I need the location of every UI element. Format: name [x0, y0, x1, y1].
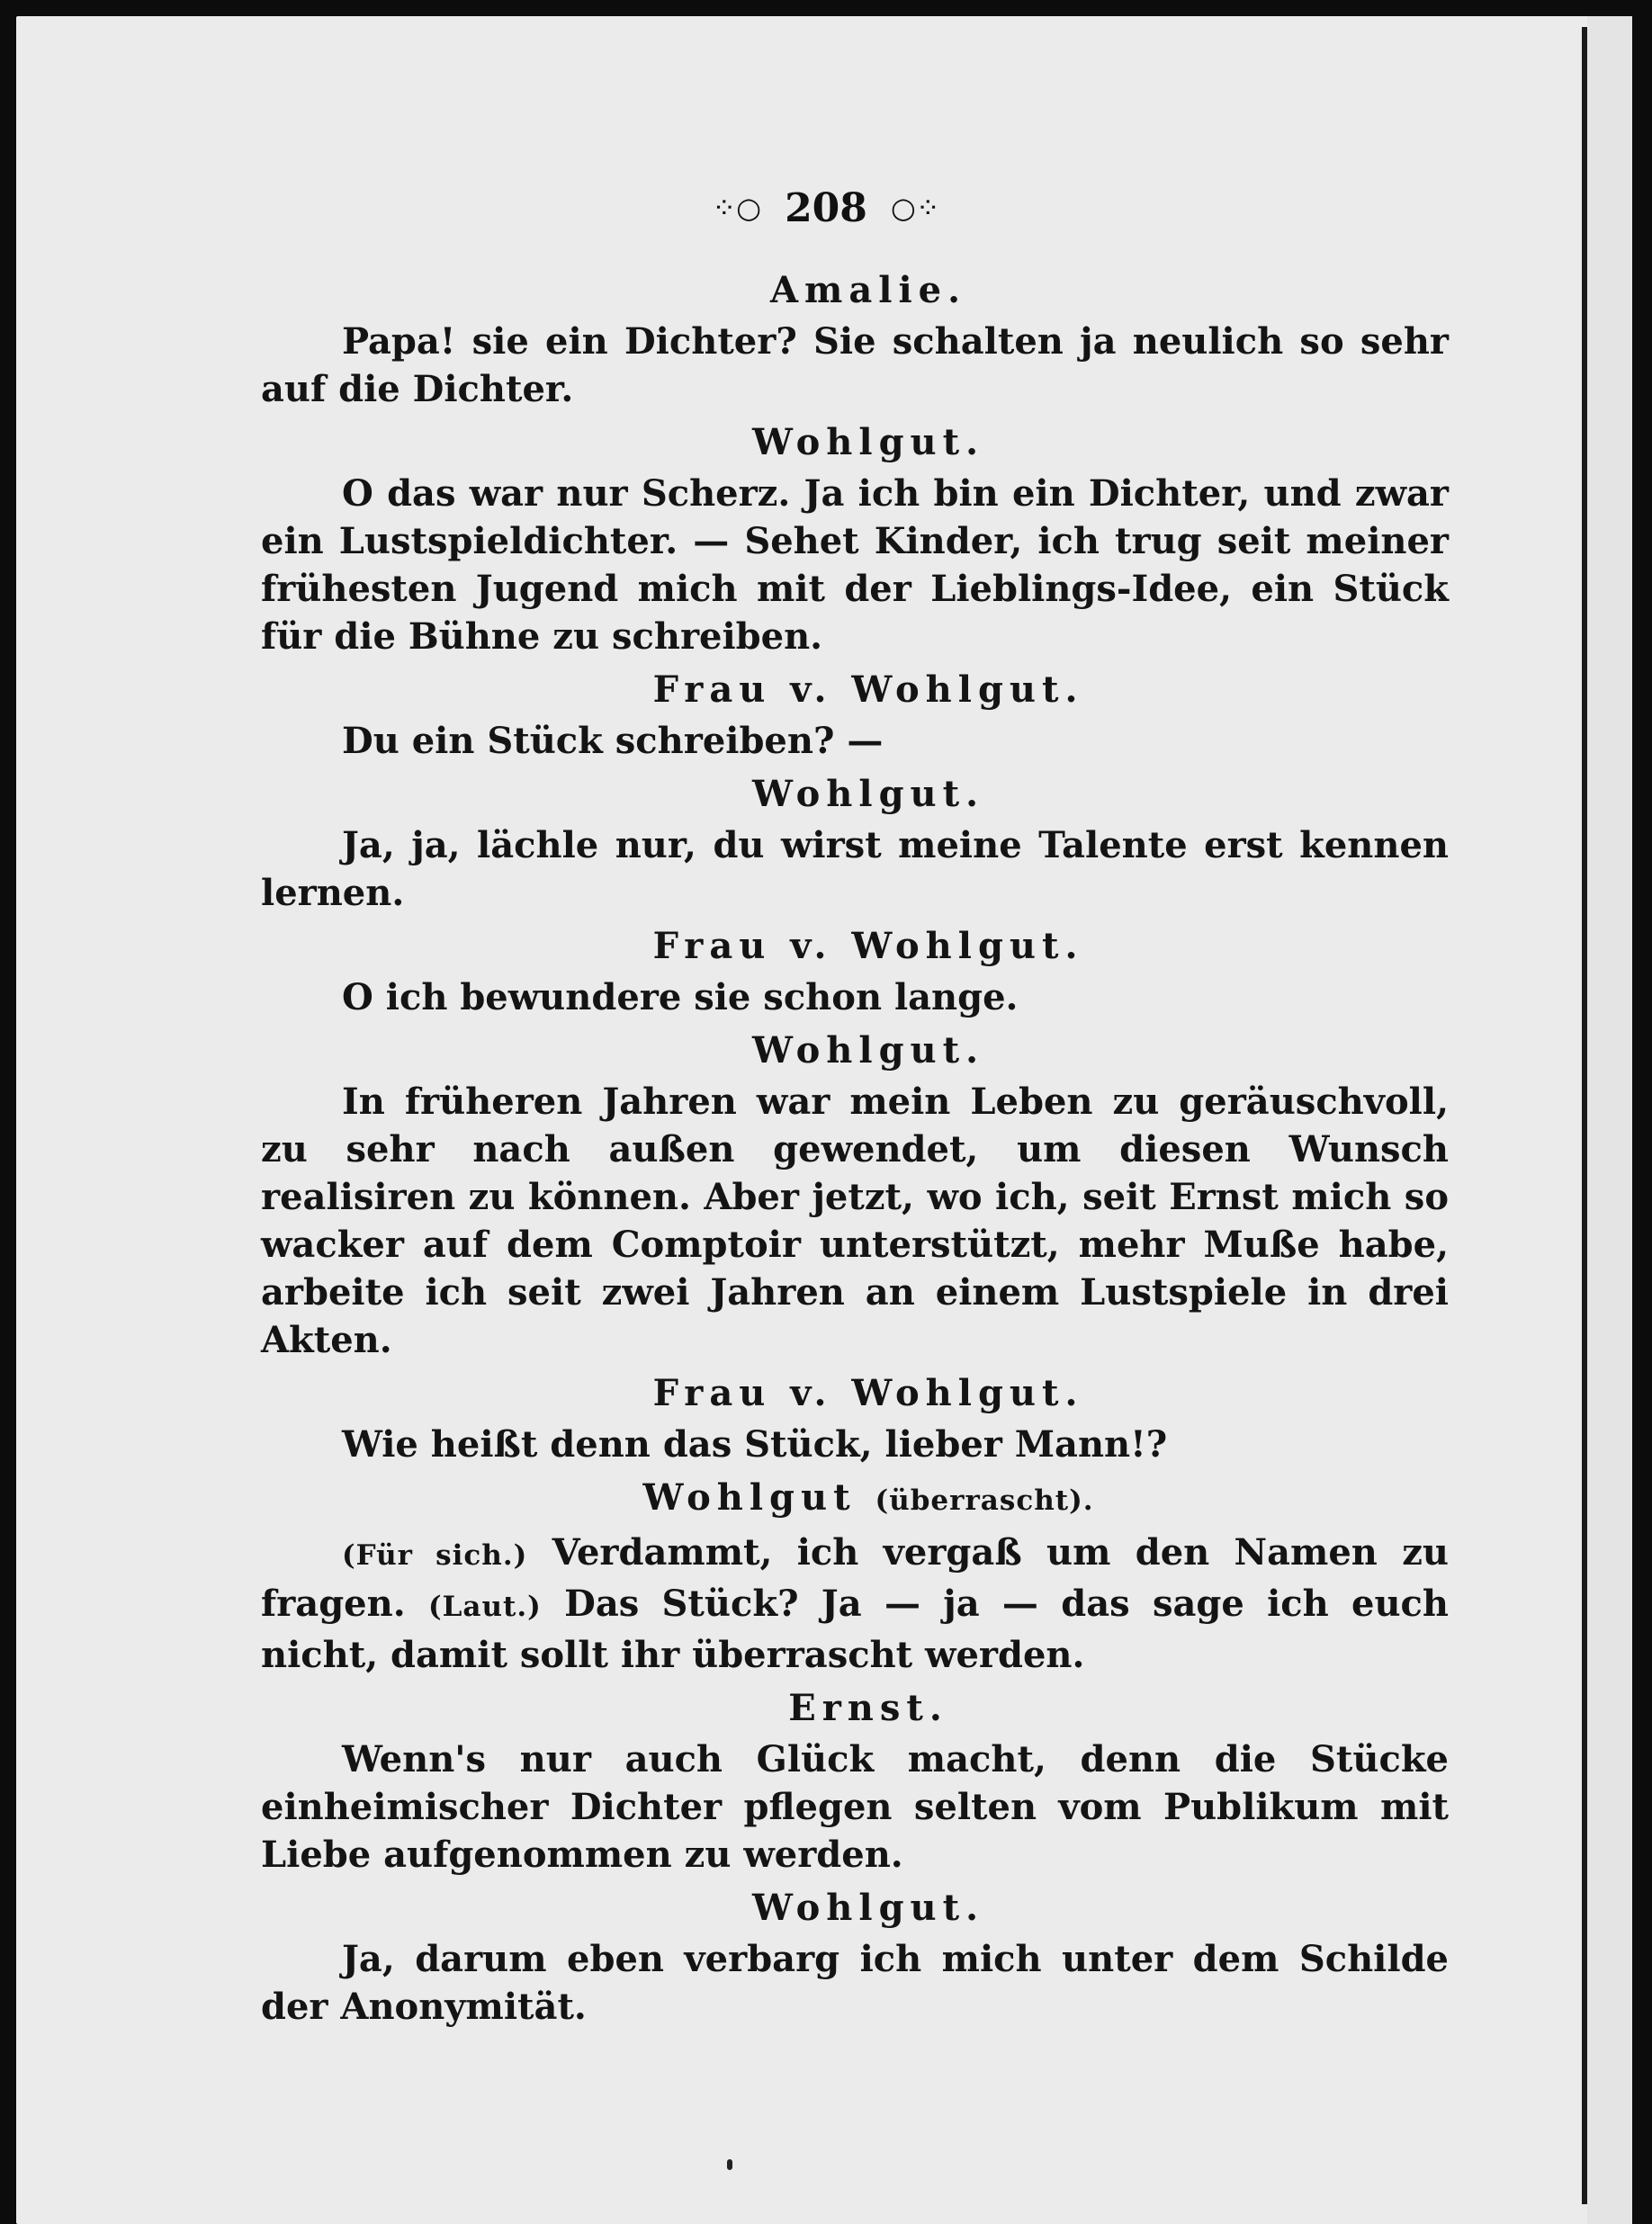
- page-number: 208: [785, 185, 867, 231]
- page-body: [261, 261, 1449, 2031]
- speech-fragment: Verdammt, ich vergaß um den Namen zu fragen.: [261, 1531, 1449, 1625]
- stage-direction: (Für sich.): [342, 1539, 528, 1572]
- speaker-name: Ernst.: [788, 1687, 948, 1729]
- ornament-left-icon: ⁘○: [712, 191, 762, 225]
- speech-text: O das war nur Scherz. Ja ich bin ein Dichter, und zwar ein Lustspieldichter. — Sehet Kinder, ich trug seit meiner frühesten Jugend mich mit der Lieblings-Idee, ein Stück für die Bühne zu schreiben.: [261, 472, 1449, 658]
- speech-text: Papa! sie ein Dichter? Sie schalten ja neulich so sehr auf die Dichter.: [261, 320, 1449, 410]
- ornament-right-icon: ○⁘: [890, 191, 940, 225]
- stage-direction: (überrascht).: [875, 1484, 1094, 1517]
- speaker-name: Wohlgut.: [751, 421, 985, 463]
- speech-text: Wenn's nur auch Glück macht, denn die Stücke einheimischer Dichter pflegen selten vom Publikum mit Liebe aufgenommen zu werden.: [261, 1738, 1449, 1876]
- speaker-name: Frau v. Wohlgut.: [652, 668, 1084, 711]
- page-gutter-shadow: [1582, 27, 1587, 2204]
- speaker-line: [261, 1474, 1449, 1525]
- speaker-name: Frau v. Wohlgut.: [652, 925, 1084, 967]
- speaker-name: Wohlgut.: [751, 773, 985, 815]
- speech-text: Wie heißt denn das Stück, lieber Mann!?: [342, 1423, 1168, 1466]
- speech-text: O ich bewundere sie schon lange.: [342, 976, 1019, 1018]
- speech-text: Ja, darum eben verbarg ich mich unter dem Schilde der Anonymität.: [261, 1938, 1449, 2028]
- speech-text: [261, 1529, 1449, 1679]
- speaker-name: Frau v. Wohlgut.: [652, 1372, 1084, 1414]
- speech-text: Ja, ja, lächle nur, du wirst meine Talente erst kennen lernen.: [261, 824, 1449, 914]
- page-header: [0, 185, 1652, 231]
- speaker-name: Wohlgut.: [751, 1887, 985, 1929]
- speech-text: Du ein Stück schreiben? —: [342, 720, 884, 762]
- speaker-name: Wohlgut.: [751, 1029, 985, 1072]
- speech-text: In früheren Jahren war mein Leben zu geräuschvoll, zu sehr nach außen gewendet, um diesen Wunsch realisiren zu können. Aber jetzt, wo ich, seit Ernst mich so wacker auf dem Comptoir unterstützt, mehr Muße habe, arbeite ich seit zwei Jahren an einem Lustspiele in drei Akten.: [261, 1081, 1449, 1361]
- next-page-edge: [1587, 16, 1632, 2224]
- speaker-name: Amalie.: [769, 269, 967, 311]
- stage-direction: (Laut.): [427, 1591, 542, 1623]
- speaker-name: Wohlgut: [642, 1476, 857, 1519]
- speech-fragment: Das Stück? Ja — ja — das sage ich euch nicht, damit sollt ihr überrascht werden.: [261, 1583, 1449, 1676]
- print-mark: [727, 2159, 732, 2170]
